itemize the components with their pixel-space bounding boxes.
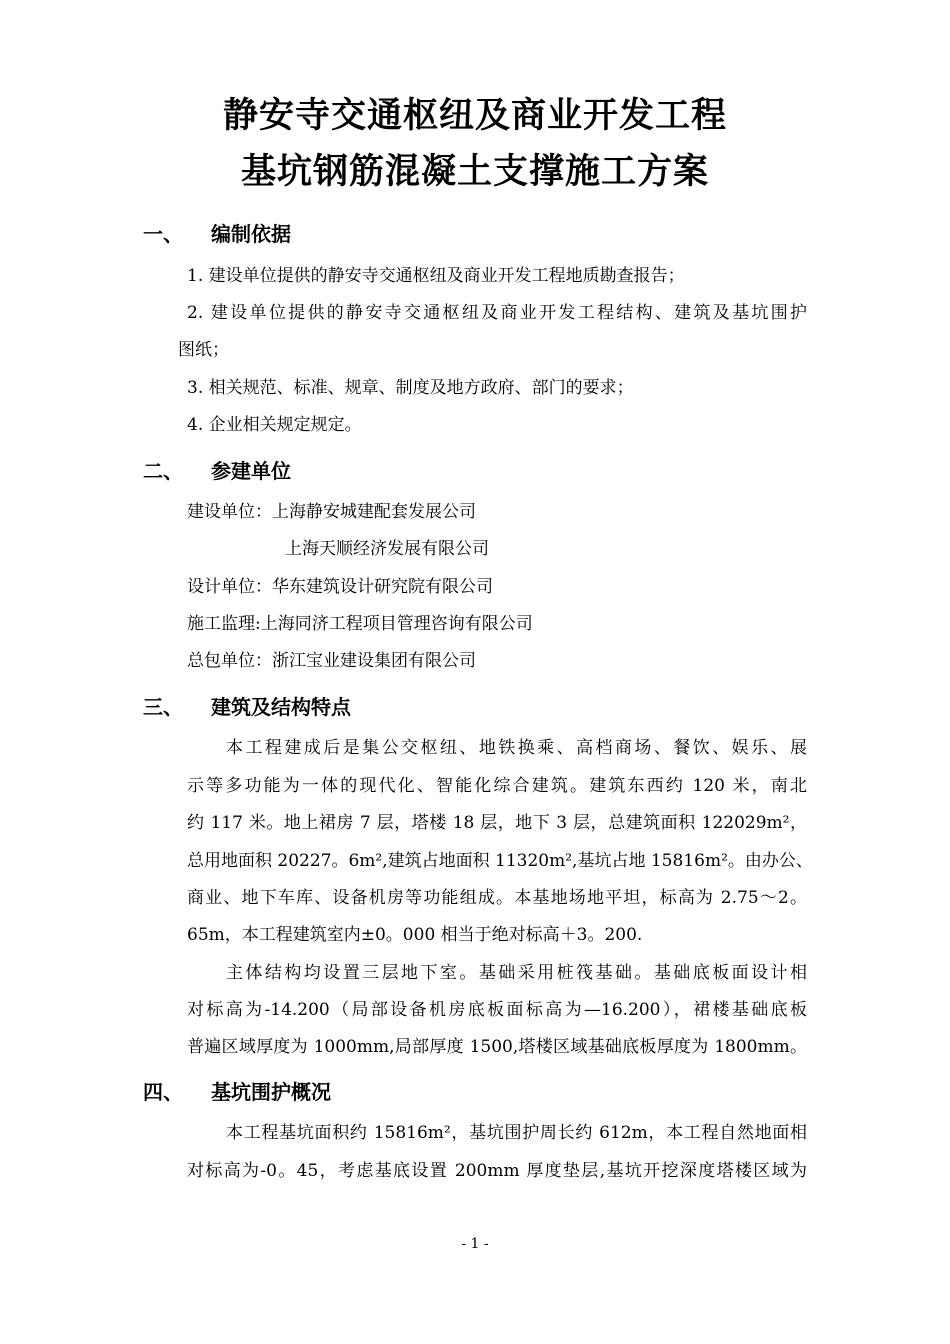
paragraph-line: 65m，本工程建筑室内±0。000 相当于绝对标高＋3。200. [187, 925, 643, 945]
paragraph-line: 4. 企业相关规定规定。 [187, 415, 362, 435]
paragraph-line: 约 117 米。地上裙房 7 层，塔楼 18 层，地下 3 层，总建筑面积 122029m²， [187, 813, 807, 833]
unit-line: 建设单位：上海静安城建配套发展公司 [187, 502, 476, 522]
paragraph-line: 本工程建成后是集公交枢纽、地铁换乘、高档商场、餐饮、娱乐、展 [226, 738, 807, 758]
paragraph-line: 本工程基坑面积约 15816m²，基坑围护周长约 612m，本工程自然地面相 [226, 1123, 807, 1143]
section-number: 一、 [143, 222, 183, 246]
section-heading-1 [143, 218, 291, 247]
unit-line: 设计单位：华东建筑设计研究院有限公司 [187, 577, 493, 597]
unit-line: 上海天顺经济发展有限公司 [285, 539, 489, 559]
paragraph-line: 3. 相关规范、标准、规章、制度及地方政府、部门的要求； [187, 378, 634, 398]
paragraph-line: 2. 建设单位提供的静安寺交通枢纽及商业开发工程结构、建筑及基坑围护 [187, 303, 807, 323]
section-title: 编制依据 [211, 222, 291, 246]
section-number: 二、 [143, 459, 183, 483]
section-title: 建筑及结构特点 [211, 695, 351, 719]
paragraph-line: 总用地面积 20227。6m²,建筑占地面积 11320m²,基坑占地 15816m²。由办公、 [187, 851, 813, 871]
paragraph-line: 对标高为-0。45，考虑基底设置 200mm 厚度垫层,基坑开挖深度塔楼区域为 [187, 1161, 807, 1181]
paragraph-line: 示等多功能为一体的现代化、智能化综合建筑。建筑东西约 120 米，南北 [187, 776, 807, 796]
section-heading-3 [143, 691, 351, 720]
section-title: 参建单位 [211, 459, 291, 483]
section-heading-4 [143, 1076, 331, 1105]
page-number: - 1 - [461, 1236, 489, 1252]
paragraph-line: 商业、地下车库、设备机房等功能组成。本基地场地平坦，标高为 2.75～2。 [187, 888, 807, 908]
paragraph-line: 对标高为-14.200（局部设备机房底板面标高为—16.200），裙楼基础底板 [187, 1000, 807, 1020]
section-title: 基坑围护概况 [211, 1080, 331, 1104]
paragraph-line: 1. 建设单位提供的静安寺交通枢纽及商业开发工程地质勘查报告； [187, 266, 685, 286]
paragraph-line: 图纸； [178, 340, 229, 360]
paragraph-line: 普遍区域厚度为 1000mm,局部厚度 1500,塔楼区域基础底板厚度为 1800mm。 [187, 1037, 807, 1057]
unit-line: 总包单位：浙江宝业建设集团有限公司 [187, 651, 476, 671]
section-number: 四、 [143, 1080, 183, 1104]
document-title-line-1: 静安寺交通枢纽及商业开发工程 [222, 95, 727, 136]
paragraph-line: 主体结构均设置三层地下室。基础采用桩筏基础。基础底板面设计相 [226, 963, 807, 983]
document-title-line-2: 基坑钢筋混凝土支撑施工方案 [240, 151, 709, 192]
section-heading-2 [143, 455, 291, 484]
unit-line: 施工监理:上海同济工程项目管理咨询有限公司 [187, 614, 533, 634]
section-number: 三、 [143, 695, 183, 719]
